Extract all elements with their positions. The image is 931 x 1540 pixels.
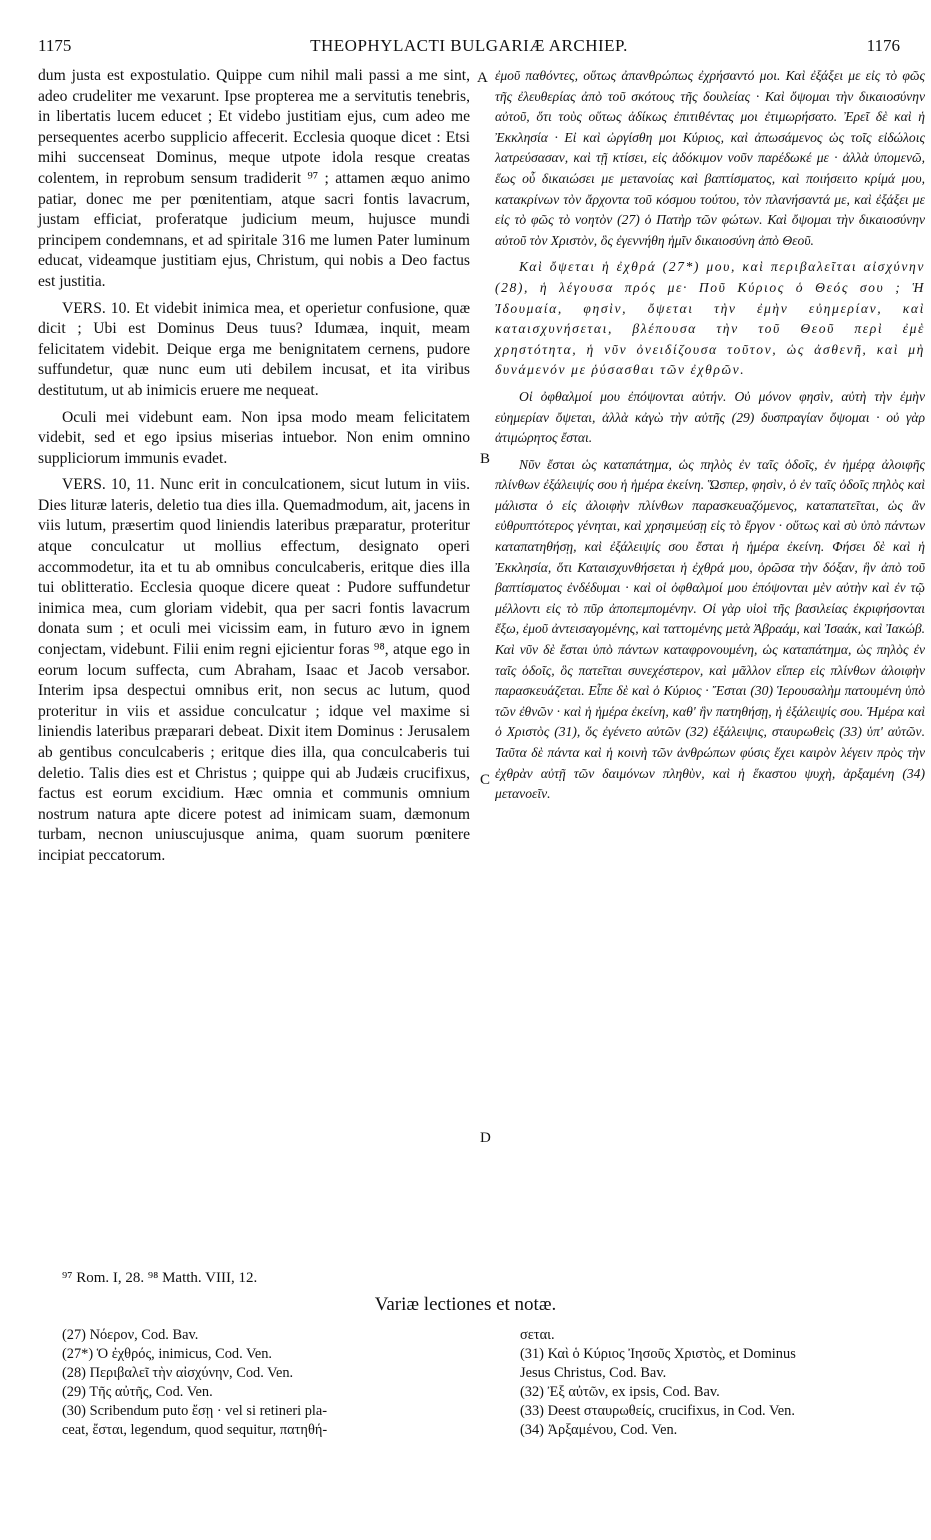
margin-letter-c: C [480,772,491,788]
notes-left-column [62,1326,492,1440]
greek-paragraph: ἐμοῦ παθόντες, οὕτως ἀπανθρώπως ἐχρήσαντό μοι. Καὶ ἐξάξει με εἰς τὸ φῶς τῆς ἐλευθερίας ἀπὸ τοῦ σκότους τῆς δουλείας · Καὶ ὄψομαι τὴν δικαιοσύνην αὐτοῦ, ὅτι τοὺς οὕτως ἀδίκως ἐπιτιθέντας μοι ἐτιμωρήσατο. Ἐρεῖ δὲ καὶ ἡ Ἐκκλησία · Εἰ καὶ ὠργίσθη μοι Κύριος, καὶ ἀπωσάμενος ὡς τοῖς εἰδώλοις λατρεύσασαν, καὶ τῇ κτίσει, εἰς ἀδόκιμον νοῦν παρέδωκέ με · ἀλλὰ ὑπομενῶ, ἕως οὗ δικαιώσει με μετανοίας καὶ βαπτίσματος, καὶ ποιήσειτο κρίμά μου, κατακρίνων τὸν ἄρχοντα τοῦ κόσμου τούτου, τὸν πλανήσαντά με, καὶ ἐξάξει με εἰς τὸ φῶς τὸ νοητὸν (27) ὁ Πατὴρ τῶν φώτων. Καὶ ὄψομαι τὴν δικαιοσύνην αὐτοῦ τὸν Χριστὸν, ὃς ἐγεννήθη ἡμῖν δικαιοσύνη ἀπὸ Θεοῦ. [495,68,925,248]
note-line: (32) Ἐξ αὐτῶν, ex ipsis, Cod. Bav. [520,1384,720,1400]
note-line: (31) Καὶ ὁ Κύριος Ἰησοῦς Χριστὸς, et Dominus [520,1346,796,1362]
note-line: Jesus Christus, Cod. Bav. [520,1365,667,1381]
note-line: (30) Scribendum puto ἔσῃ · vel si retineri pla- [62,1403,328,1419]
note-line: (28) Περιβαλεῖ τὴν αἰσχύνην, Cod. Ven. [62,1365,294,1381]
greek-column [495,66,925,805]
note-line: (34) Ἀρξαμένου, Cod. Ven. [520,1422,678,1438]
notes-right-column [520,1326,925,1440]
margin-letter-d: D [480,1130,491,1146]
greek-paragraph: Καὶ ὄψεται ἡ ἐχθρά (27*) μου, καὶ περιβαλεῖται αἰσχύνην (28), ἡ λέγουσα πρός με· Ποῦ Κύριος ὁ Θεός σου ; Ἡ Ἰδουμαία, φησὶν, ὄψεται τὴν ἐμὴν εὐημερίαν, καὶ καταισχυνήσεται, βλέπουσα τὴν τοῦ Θεοῦ περὶ ἐμὲ χρηστότητα, ἡ νῦν ὀνειδίζουσα τοῦτον, ὡς ἀσθενῆ, καὶ μὴ δυνάμενόν με ῥύσασθαι τῶν ἐχθρῶν. [495,259,925,378]
note-line: ceat, ἔσται, legendum, quod sequitur, πατηθή- [62,1422,328,1438]
note-line: σεται. [520,1327,555,1343]
greek-paragraph: Οἱ ὀφθαλμοί μου ἐπόψονται αὐτήν. Οὐ μόνον φησὶν, αὐτὴ τὴν ἐμὴν εὐημερίαν ὄψεται, ἀλλὰ κἀγὼ τὴν αὐτῆς (29) δυσπραγίαν ὄψομαι · οὐ γὰρ ἀτιμώρητος ἔσται. [495,388,925,446]
page-header [38,36,900,58]
note-line: (29) Τῆς αὐτῆς, Cod. Ven. [62,1384,213,1400]
footnotes: ⁹⁷ Rom. I, 28. ⁹⁸ Matth. VIII, 12. [62,1270,258,1286]
greek-paragraph: Νῦν ἔσται ὡς καταπάτημα, ὡς πηλὸς ἐν ταῖς ὁδοῖς, ἐν ἡμέρᾳ ἀλοιφῆς πλίνθων ἐξάλειψίς σου ἡ ἡμέρα ἐκείνη. Ὥσπερ, φησὶν, ὁ ἐν ταῖς ὁδοῖς πηλὸς καὶ μάλιστα ὁ εἰς ἀλοιφὴν πλίνθων παρασκευαζόμενος, καταπατεῖται, ὡς ἂν εὐθρυπτότερος γένηται, καὶ χρησιμεύσῃ εἰς τὸ ἔργον · οὕτως καὶ σὺ ὑπὸ πάντων καταπατηθήσῃ, καὶ ἐξάλειψίς σου ἔσται ἡ ἡμέρα ἐκείνη. Φήσει δὲ καὶ ἡ Ἐκκλησία, ὅτι Καταισχυνθήσεται ἡ ἐχθρά μου, ὁρῶσα τὴν δόξαν, ἣν ἀπὸ τοῦ βαπτίσματος ἐνδέδυμαι · καὶ οἱ ὀφθαλμοί μου ἐπόψονται μὲν αὐτὴν καὶ ἐν τῷ μέλλοντι εἰς τὸ πῦρ ἀποπεμπομένην. Οἱ γὰρ υἱοὶ τῆς βασιλείας ἐκριφήσονται ἔξω, ἐμοῦ ἀντεισαγομένης, καὶ ταττομένης μετὰ Ἀβραάμ, καὶ Ἰσαάκ, καὶ Ἰακώβ. Καὶ νῦν δὲ ἔσται ὑπὸ πάντων καταφρονουμένη, ὡς καταπάτημα, ὡς πηλὸς ἐν ταῖς ὁδοῖς, ὃς πατεῖται συνεχέστερον, καὶ μᾶλλον εἴπερ εἰς πλίνθων ἀλοιφὴν παρασκευάζεται. Εἶπε δὲ καὶ ὁ Κύριος · Ἔσται (30) Ἱερουσαλὴμ πατουμένη ὑπὸ τῶν ἐθνῶν · καὶ ἡ ἡμέρα ἐκείνη, καθ' ἣν πατηθήσῃ, ἡ ἐξάλειψίς σου. Ἡμέρα καὶ ὁ Χριστὸς (31), ὅς ἐγένετο αὐτῶν (32) ἐξάλειψις, σταυρωθεὶς (33) ὑπ' αὐτῶν. Ταῦτα δὲ πάντα καὶ ἡ κοινὴ τῶν ἀνθρώπων φύσις ἔχει καιρὸν λέγειν πρὸς τὴν ἐχθρὰν αὐτῇ τῶν δαιμόνων πληθὺν, καὶ ἡ ἕκαστου ψυχὴ, ἀρξαμένη (34) μετανοεῖν. [495,456,925,802]
margin-letter-b: B [480,451,491,467]
notes-title: Variæ lectiones et notæ. [374,1294,557,1315]
margin-letter-a: A [477,70,488,86]
note-line: (33) Deest σταυρωθείς, crucifixus, in Cod. Ven. [520,1403,795,1419]
page-number-left: 1175 [38,36,72,55]
latin-paragraph: VERS. 10, 11. Nunc erit in conculcationem, sicut lutum in viis. Dies lituræ lateris, deletio tua dies illa. Quemadmodum, ait, jacens in viis lutum, præsertim quod liniendis lateribus præparatur, proteritur atque conculcatur ut mollius effectum, designato operi accommodetur, ita et tu ab omnibus conculcaberis, eritque dies illa tui oblitteratio. Ecclesia quoque dicere queat : Pudore suffundetur inimica mea, cum gloriam videbit, qua per sacri fontis lavacrum donata sum ; et oculi mei vicissim eam, in futuro ævo in ignem conjectam, videbunt. Filii enim regni ejicientur foras ⁹⁸, atque ego in eorum locum suffecta, cum Abraham, Isaac et Jacob versabor. Interim ipsa despectui omnibus erit, non secus ac lutum, quod proteritur in viis et assidue conculcatur ; idque vel maxime si liniendis lateribus præparari debeat. Dixit item Dominus : Jerusalem ab gentibus conculcaberis ; eritque dies illa, qua conculcaberis tui deletio. Talis dies est et Christus ; quippe qui ab Judæis crucifixus, factus est eorum excidium. Hæc omnia et communis omnium nostrum natura apte dicere potest ad inimicam suam, dæmonum turbam, necnon uniuscujusque anima, quam suorum pœnitere incipiat peccatorum. [38,476,470,864]
note-line: (27) Νόερον, Cod. Bav. [62,1327,199,1343]
latin-column [38,66,470,867]
latin-paragraph: VERS. 10. Et videbit inimica mea, et operietur confusione, quæ dicit ; Ubi est Dominus Deus tuus? Idumæa, inquit, meam felicitatem videbit. Deique erga me benignitatem cernens, pudore suffundetur, quæ nunc eum uti debilem incusat, et ita viribus destitutum, ut ab inimicis eruere me nequeat. [38,299,470,399]
latin-paragraph: dum justa est expostulatio. Quippe cum nihil mali passi a me sint, adeo crudeliter me vexarunt. Ipse propterea me a servitutis tenebris, in libertatis lucem educet ; Et videbo justitiam ejus, cum adeo me persequentes acerbo supplicio affecerit. Ecclesia quoque dicet : Etsi mihi succenseat Dominus, meque utpote idola resque creatas colentem, in reprobum sensum tradiderit ⁹⁷ ; attamen æquo animo patiar, donec me per pœnitentiam, atque sacri fontis lavacrum, justam efficiat, proferatque judicium meum, hujusce mundi principem condemnans, et ad spiritale 316 me lumen Pater luminum educat, videamque justitiam ejus, Christum, qui nobis a Deo factus est justitia. [38,67,470,290]
page-number-right: 1176 [866,36,900,55]
running-title: THEOPHYLACTI BULGARIÆ ARCHIEP. [310,36,628,55]
note-line: (27*) Ὁ ἐχθρός, inimicus, Cod. Ven. [62,1346,273,1362]
latin-paragraph: Oculi mei videbunt eam. Non ipsa modo meam felicitatem videbit, sed et ego ipsius miserias intuebor. Non enim omnino suppliciorum immunis evadet. [38,408,470,467]
